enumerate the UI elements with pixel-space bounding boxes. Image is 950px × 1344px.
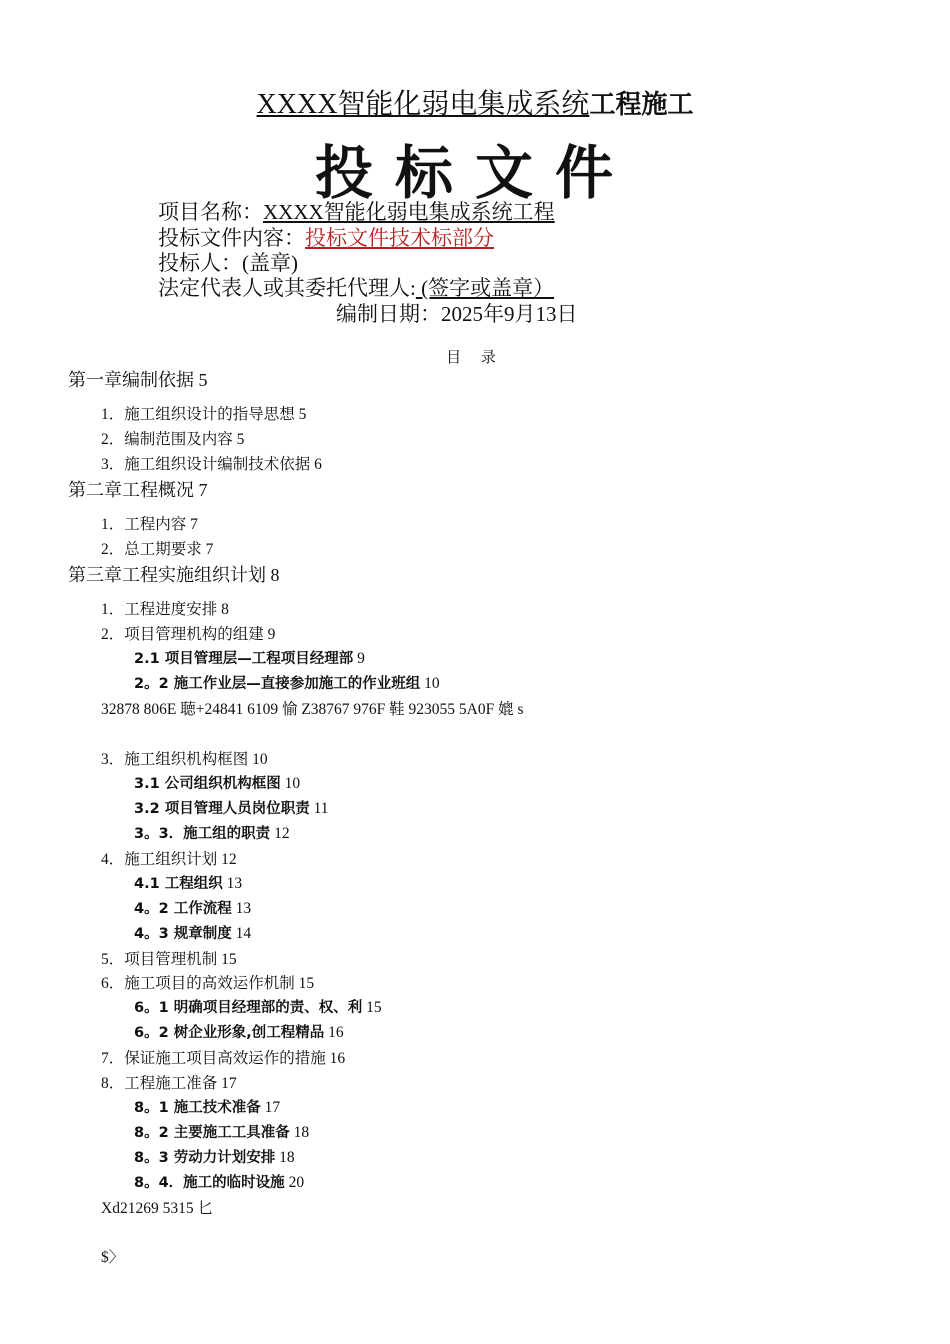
toc-subitem (134, 647, 365, 668)
toc-subitem-title: 3.1 公司组织机构框图 (134, 776, 281, 792)
toc-subitem-title: 8。3 劳动力计划安排 (134, 1150, 276, 1166)
toc-subitem-page: 17 (260, 1099, 281, 1116)
project-label: 项目名称： (158, 200, 263, 224)
toc-subitem (134, 797, 329, 818)
toc-subitem-page: 15 (362, 999, 382, 1016)
toc-subitem (134, 922, 251, 943)
toc-item: 5．项目管理机制 15 (101, 951, 237, 968)
toc-subitem-page: 18 (289, 1124, 310, 1141)
toc-item: 3．施工组织机构框图 10 (101, 751, 268, 768)
toc-item: 2．总工期要求 7 (101, 541, 214, 558)
toc-subitem-title: 3.2 项目管理人员岗位职责 (134, 801, 310, 817)
toc-subitem-title: 6。2 树企业形象,创工程精品 (134, 1025, 325, 1041)
toc-subitem-page: 9 (353, 650, 365, 667)
toc-item: 2．项目管理机构的组建 9 (101, 626, 276, 643)
garbled-text: $〉 (101, 1249, 125, 1266)
toc-subitem-page: 12 (270, 825, 290, 842)
toc-subitem (134, 1121, 309, 1142)
toc-item: 1．工程内容 7 (101, 516, 198, 533)
project-value: XXXX智能化弱电集成系统工程 (263, 200, 555, 224)
representative-value: (签字或盖章） (415, 276, 555, 300)
toc-subitem (134, 1146, 295, 1167)
toc-subitem-page: 18 (275, 1149, 295, 1166)
content-line (158, 225, 494, 251)
toc-item: 7．保证施工项目高效运作的措施 16 (101, 1050, 346, 1067)
toc-subitem (134, 672, 440, 693)
project-name-line (158, 199, 555, 225)
toc-item: 8．工程施工准备 17 (101, 1075, 237, 1092)
content-label: 投标文件内容： (158, 226, 305, 250)
toc-chapter: 第一章编制依据 5 (68, 370, 208, 390)
toc-subitem (134, 822, 290, 843)
toc-chapter: 第三章工程实施组织计划 8 (68, 565, 280, 585)
toc-subitem (134, 1096, 280, 1117)
toc-subitem-title: 4.1 工程组织 (134, 876, 223, 892)
toc-item: 3．施工组织设计编制技术依据 6 (101, 456, 322, 473)
toc-subitem-title: 4。2 工作流程 (134, 901, 232, 917)
toc-subitem (134, 872, 242, 893)
toc-subitem (134, 1171, 304, 1192)
toc-item: 1．施工组织设计的指导思想 5 (101, 406, 307, 423)
toc-subitem-page: 16 (324, 1024, 344, 1041)
toc-subitem-title: 6。1 明确项目经理部的责、权、利 (134, 1000, 363, 1016)
toc-subitem-title: 8。4．施工的临时设施 (134, 1175, 285, 1191)
toc-subitem-title: 8。1 施工技术准备 (134, 1100, 261, 1116)
garbled-text: 32878 806E 聴+24841 6109 愉 Z38767 976F 鞋 923055 5A0F 媲 s (101, 701, 524, 718)
toc-subitem (134, 897, 251, 918)
content-value: 投标文件技术标部分 (305, 226, 494, 250)
toc-subitem-page: 20 (284, 1174, 305, 1191)
toc-subitem-page: 10 (280, 775, 301, 792)
toc-subitem-page: 10 (420, 675, 440, 692)
title-underlined-part: XXXX智能化弱电集成系统 (256, 89, 590, 120)
toc-title: 目 录 (446, 350, 504, 366)
toc-subitem (134, 996, 382, 1017)
toc-chapter: 第二章工程概况 7 (68, 480, 208, 500)
title-bold-part: 工程施工 (589, 90, 694, 120)
toc-subitem-page: 11 (309, 800, 329, 817)
toc-item: 4．施工组织计划 12 (101, 851, 237, 868)
toc-subitem-page: 13 (222, 875, 243, 892)
garbled-text: Xd21269 5315 匕 (101, 1200, 213, 1217)
toc-subitem-title: 2.1 项目管理层—工程项目经理部 (134, 651, 354, 667)
representative-label: 法定代表人或其委托代理人: (158, 276, 416, 300)
toc-subitem-page: 13 (231, 900, 252, 917)
toc-subitem-title: 2。2 施工作业层—直接参加施工的作业班组 (134, 676, 421, 692)
toc-subitem-title: 3。3．施工组的职责 (134, 826, 271, 842)
main-title: 投标文件 (314, 139, 635, 207)
toc-subitem-page: 14 (231, 925, 252, 942)
toc-subitem-title: 8。2 主要施工工具准备 (134, 1125, 290, 1141)
toc-item: 1．工程进度安排 8 (101, 601, 229, 618)
toc-subitem (134, 772, 300, 793)
toc-subitem-title: 4。3 规章制度 (134, 926, 232, 942)
toc-item: 2．编制范围及内容 5 (101, 431, 245, 448)
bidder-line: 投标人：(盖章) (158, 251, 298, 275)
toc-subitem (134, 1021, 344, 1042)
toc-item: 6．施工项目的高效运作机制 15 (101, 975, 315, 992)
document-title (0, 82, 950, 122)
compile-date: 编制日期：2025年9月13日 (336, 302, 578, 326)
